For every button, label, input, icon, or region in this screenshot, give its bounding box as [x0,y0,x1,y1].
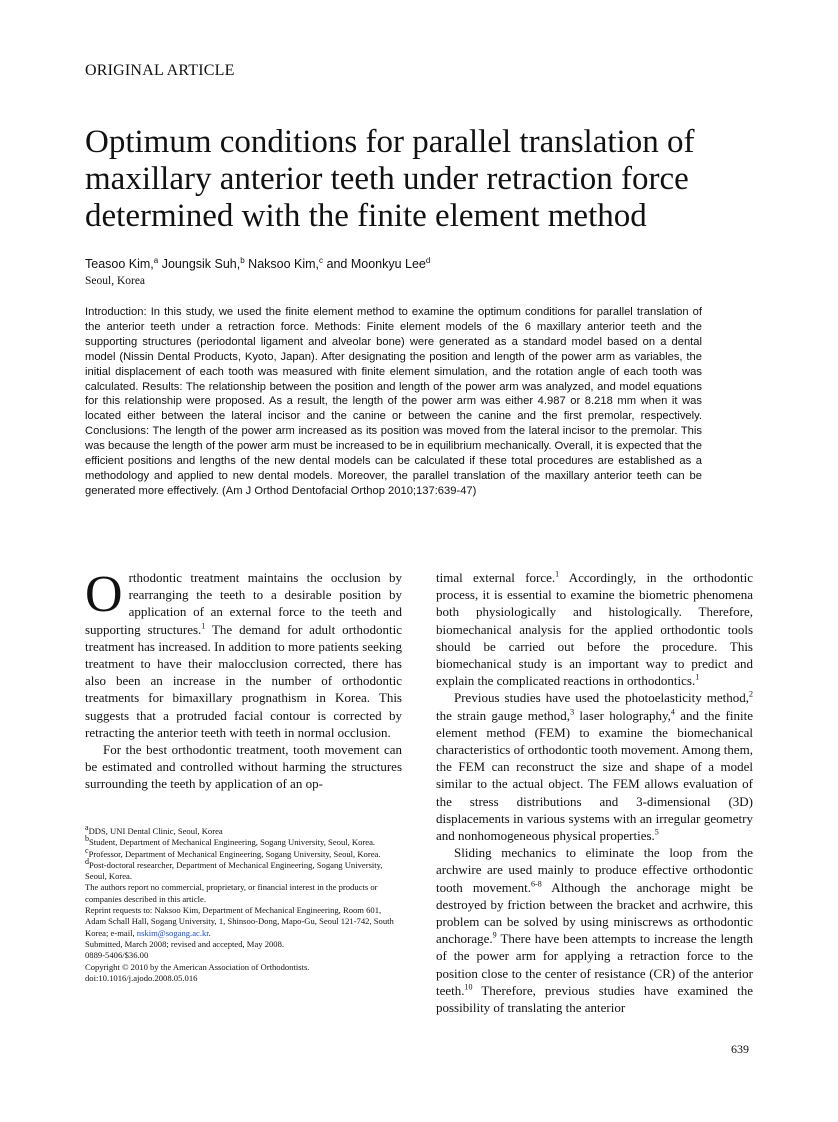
author-name: Joungsik Suh, [158,257,241,271]
body-text: rthodontic treatment maintains the occlusion by rearranging the teeth to a desirable position by application of an external force to the teeth and supporting structures. [85,570,402,637]
body-text: Although the anchorage might be destroyed by friction between the bracket and acrhwire, this problem can be solved by using miniscrews as orthodontic anchorage. [436,879,753,947]
body-text: and the finite element method (FEM) to examine the biomechanical characteristics of orthodontic tooth movement. Among them, the FEM can reconstruct the size and shape of a model similar to the actual object. The FEM allows evaluation of the stress distributions and 3-dimensional (3D) displacements in various systems with an irregular geometry and nonhomogeneous physical properties. [436,707,753,844]
body-column-right [436,569,753,1016]
citation[interactable]: 9 [492,930,497,940]
citation[interactable]: 3 [570,707,575,717]
affiliation-footnote [85,823,402,837]
author-list [85,257,430,271]
affiliation-marker: b [85,834,89,844]
body-column-left [85,566,403,793]
section-label: ORIGINAL ARTICLE [85,62,235,79]
body-text: Sliding mechanics to eliminate the loop from the archwire are used mainly to produce effective orthodontic tooth movement. [436,845,753,895]
email-link[interactable]: nskim@sogang.ac.kr [136,927,209,938]
body-text: Accordingly, in the orthodontic process, it is essential to examine the biometric phenomena both physiologically and histologically. Therefore, biomechanical analysis for the applied orthodontic tools should be carried out before the procedure. This biomechanical study is an important way to predict and explain the complicated reactions in orthodontics. [436,570,753,689]
author-name: and Moonkyu Lee [323,257,426,271]
affiliation-marker: a [85,823,89,833]
doi-line[interactable]: doi:10.1016/j.ajodo.2008.05.016 [85,972,198,983]
affiliation-marker: d [425,255,431,265]
body-paragraph [436,844,753,1016]
body-paragraph [436,569,753,689]
citation[interactable]: 4 [670,707,675,717]
citation[interactable]: 2 [749,690,753,700]
footnote-text: DDS, UNI Dental Clinic, Seoul, Korea [88,826,223,836]
footnote-text: Student, Department of Mechanical Engineering, Sogang University, Seoul, Korea. [89,837,376,848]
body-text: There have been attempts to increase the length of the power arm for applying a retraction force to the position close to the center of resistance (CR) of the anterior teeth. [436,931,753,998]
body-text: laser holography, [574,707,671,723]
body-text: Previous studies have used the photoelasticity method, [454,690,749,706]
citation[interactable]: 1 [201,621,206,631]
article-title [85,124,765,235]
affiliation-footnote [85,845,402,860]
affiliation-footnote [85,857,402,883]
body-text: the strain gauge method, [436,707,571,723]
body-text: For the best orthodontic treatment, tooth movement can be estimated and controlled without harming the structures surrounding the teeth by application of an op- [85,742,402,792]
page-number: 639 [731,1042,749,1056]
citation[interactable]: 6-8 [531,879,542,889]
author-location: Seoul, Korea [85,275,146,287]
citation[interactable]: 1 [695,672,700,682]
body-paragraph [85,741,402,793]
copyright-line: Copyright © 2010 by the American Association of Orthodontists. [85,961,310,972]
footnotes [85,823,402,984]
author-name: Teasoo Kim, [85,257,154,271]
citation[interactable]: 1 [555,569,560,579]
body-text: Therefore, previous studies have examined the possibility of translating the anterior [436,982,753,1016]
body-paragraph [85,566,403,741]
disclosure-note: The authors report no commercial, proprietary, or financial interest in the products or companies described in this article. [85,882,378,904]
citation[interactable]: 10 [464,982,473,992]
footnote-text: Professor, Department of Mechanical Engineering, Sogang University, Seoul, Korea. [88,848,381,859]
author-name: Naksoo Kim, [244,257,320,271]
footnote-text: . [208,927,211,938]
reprint-request [85,905,402,939]
citation[interactable]: 5 [654,827,659,837]
affiliation-marker: a [153,255,159,265]
body-text: timal external force. [436,570,556,585]
issn-price: 0889-5406/$36.00 [85,950,149,961]
abstract: Introduction: In this study, we used the finite element method to examine the optimum conditions for parallel translation of the anterior teeth under a retraction force. Methods: Finite element models of the 6 maxillary anterior teeth and the supporting structures (periodontal ligament and alveolar bone) were generated as a standard model based on a dental model (Nissin Dental Products, Kyoto, Japan). After designating the position and length of the power arm as variables, the initial displacement of each tooth was measured with finite element simulation, and the rotation angle of each tooth was calculated. Results: The relationship between the position and length of the power arm was analyzed, and model equations for this relationship were proposed. As a result, the length of the power arm was either 4.987 or 8.218 mm when it was located either between the lateral incisor and the canine or between the canine and the first premolar, respectively. Conclusions: The length of the power arm increased as its position was moved from the lateral incisor to the premolar. This was because the length of the power arm must be increased to be in equilibrium mechanically. Overall, it is expected that the efficient positions and lengths of the new dental models can be calculated if these total procedures are established as a methodology and applied to new dental models. Moreover, the parallel translation of the maxillary anterior teeth can be generated more effectively. (Am J Orthod Dentofacial Orthop 2010;137:639-47) [85,306,702,497]
title-line-2: maxillary anterior teeth under retraction force [85,161,689,197]
affiliation-marker: c [85,845,89,855]
affiliation-marker: b [240,255,245,265]
footnote-text: Reprint requests to: Naksoo Kim, Department of Mechanical Engineering, Room 601, Adam Schall Hall, Sogang University, 1, Shinsoo-Dong, Mapo-Gu, Seoul 121-742, South Korea; e-mail, [85,905,394,938]
footnote-text: Post-doctoral researcher, Department of Mechanical Engineering, Sogang University, Seoul, Korea. [85,859,383,882]
affiliation-marker: d [85,857,89,867]
title-line-1: Optimum conditions for parallel translation of [85,124,695,160]
affiliation-footnote [85,834,402,848]
title-line-3: determined with the finite element method [85,198,647,234]
body-text: The demand for adult orthodontic treatment has increased. In addition to more patients seeking treatment to have their malocclusion corrected, there has also been an increase in the number of orthodontic treatments for bimaxillary prognathism in Korea. This suggests that a protruded facial contour is corrected by retracting the anterior teeth with teeth in normal occlusion. [85,621,403,740]
drop-cap: O [85,566,123,623]
affiliation-marker: c [319,255,324,265]
body-paragraph [436,689,753,844]
submission-dates: Submitted, March 2008; revised and accepted, May 2008. [85,938,285,949]
